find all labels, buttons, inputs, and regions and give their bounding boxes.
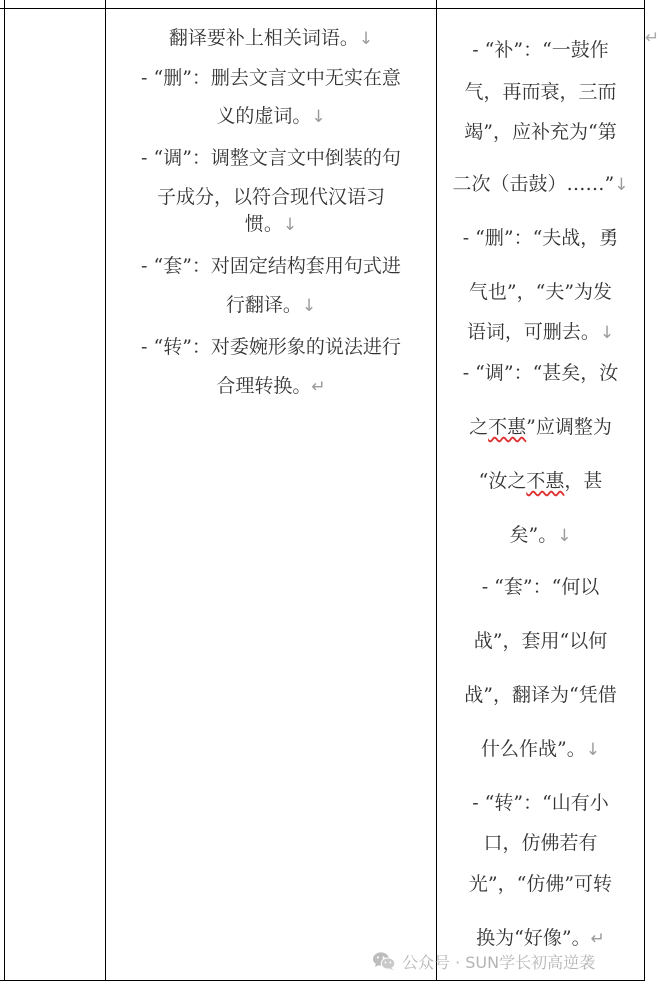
table-border-right xyxy=(644,0,645,981)
text-line: - “转”：对委婉形象的说法进行 xyxy=(141,336,401,358)
text-line: 气，再而衰，三而 xyxy=(464,81,617,103)
text-line: 语词，可删去。↓ xyxy=(466,321,615,343)
watermark-text: 公众号 · SUN学长初高逆袭 xyxy=(402,952,596,972)
text-line: - “调”：“甚矣，汝 xyxy=(462,362,619,384)
spellcheck-underline: 不惠 xyxy=(488,416,527,438)
text-line: - “套”：“何以 xyxy=(481,576,600,598)
text-line: - “补”：“一鼓作 xyxy=(472,39,609,61)
text-line: 战”，翻译为“凭借 xyxy=(464,684,617,706)
text-line wavy-line: “汝之不惠，甚 xyxy=(478,470,603,492)
text-line: 竭”，应补充为“第 xyxy=(464,121,617,143)
text-line: 子成分，以符合现代汉语习 xyxy=(156,186,385,208)
watermark xyxy=(372,949,595,973)
text-line: - “删”：“夫战，勇 xyxy=(462,227,619,249)
text-line: 行翻译。↓ xyxy=(225,294,317,316)
text-line: 二次（击鼓）……”↓ xyxy=(452,173,629,195)
table-border-col1 xyxy=(105,0,106,981)
text-line: 光”，“仿佛”可转 xyxy=(468,873,613,895)
text-line: - “套”：对固定结构套用句式进 xyxy=(141,255,401,277)
text-line: 换为“好像”。↵ xyxy=(476,927,605,949)
spellcheck-underline: 不惠 xyxy=(526,470,565,492)
table-border-left xyxy=(4,0,5,981)
text-line: 什么作战”。↓ xyxy=(481,738,600,760)
text-line: 矣”。↓ xyxy=(509,524,572,546)
text-line: - “转”：“山有小 xyxy=(472,792,609,814)
cell-end-mark: ↵ xyxy=(645,28,659,48)
text-line wavy-line: 之不惠”应调整为 xyxy=(469,416,612,438)
table-border-top xyxy=(0,8,645,9)
text-line: - “调”：调整文言文中倒装的句 xyxy=(141,147,401,169)
text-line: 合理转换。↵ xyxy=(216,375,326,397)
text-line: 义的虚词。↓ xyxy=(216,105,326,127)
wechat-icon xyxy=(372,950,396,972)
table-border-bottom xyxy=(0,980,645,981)
text-line: - “删”：删去文言文中无实在意 xyxy=(141,67,401,89)
text-line: 战”，套用“以何 xyxy=(473,630,608,652)
text-line: 翻译要补上相关词语。↓ xyxy=(168,27,374,49)
text-line: 口，仿佛若有 xyxy=(483,832,598,854)
text-line: 惯。↓ xyxy=(244,213,298,235)
text-line: 气也”，“夫”为发 xyxy=(468,281,613,303)
